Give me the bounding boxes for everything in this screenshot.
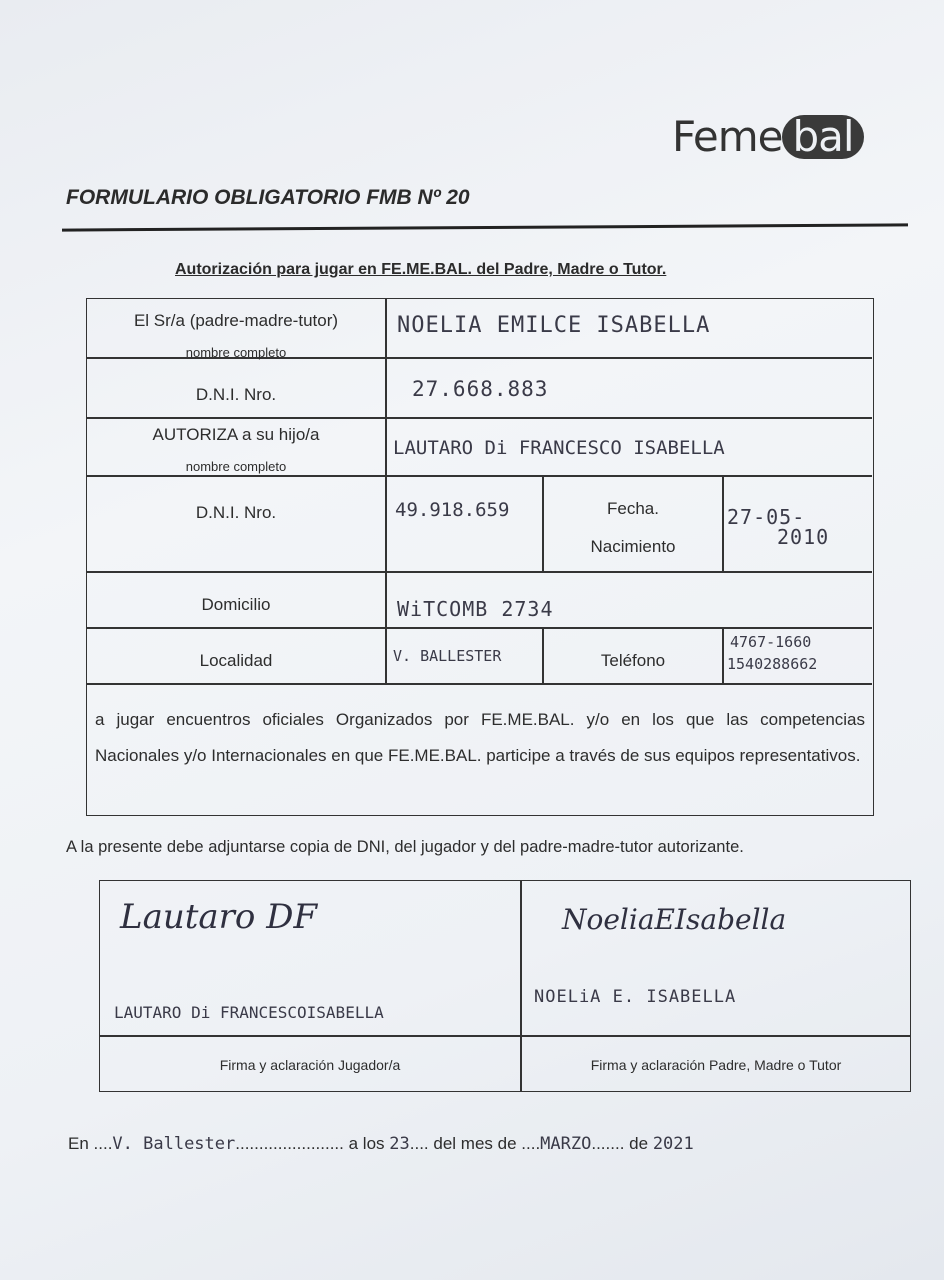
child-name-label: AUTORIZA a su hijo/a <box>152 425 320 444</box>
parent-name-sublabel: nombre completo <box>185 345 287 360</box>
title-divider <box>62 223 908 231</box>
form-subtitle: Autorización para jugar en FE.ME.BAL. del Padre, Madre o Tutor. <box>175 261 667 278</box>
date-place-line: En ....V. Ballester....................... a los 23.... del mes de ....MARZO....... de 2021 <box>68 1134 694 1154</box>
birth-date-value: 27-05- <box>727 505 806 529</box>
row-divider <box>87 627 872 629</box>
child-name-value: LAUTARO Di FRANCESCO ISABELLA <box>393 437 725 459</box>
parent-name-label: El Sr/a (padre-madre-tutor) <box>133 311 339 330</box>
birth-date-label: Fecha. <box>607 499 659 518</box>
row-divider <box>87 571 872 573</box>
address-value: WiTCOMB 2734 <box>397 597 554 621</box>
child-name-sublabel: nombre completo <box>185 459 287 474</box>
footer-place: V. Ballester <box>112 1134 236 1154</box>
column-divider <box>542 475 544 572</box>
footer-year: 2021 <box>652 1134 694 1154</box>
child-dni-label: D.N.I. Nro. <box>195 503 277 522</box>
authorization-paragraph: a jugar encuentros oficiales Organizados por FE.ME.BAL. y/o en los que las competencias Nacionales y/o Internacionales en que FE.ME.BAL. participe a través de sus equipos representativos. <box>95 710 865 765</box>
row-divider <box>87 475 872 477</box>
parent-signature-caption: Firma y aclaración Padre, Madre o Tutor <box>590 1057 842 1073</box>
signature-table <box>99 880 911 1092</box>
phone-value-2: 1540288662 <box>727 655 818 673</box>
row-divider <box>87 417 872 419</box>
address-label: Domicilio <box>201 595 271 614</box>
phone-label: Teléfono <box>600 651 666 670</box>
attachment-note: A la presente debe adjuntarse copia de DNI, del jugador y del padre-madre-tutor autorizante. <box>66 838 744 856</box>
city-label: Localidad <box>199 651 273 670</box>
column-divider <box>722 475 724 572</box>
form-title: FORMULARIO OBLIGATORIO FMB Nº 20 <box>66 186 470 209</box>
city-value: V. BALLESTER <box>393 647 502 665</box>
player-signature: Lautaro DF <box>120 897 318 937</box>
parent-printed-name: NOELiA E. ISABELLA <box>534 987 737 1007</box>
row-divider <box>100 1035 910 1037</box>
footer-day: 23 <box>389 1134 410 1154</box>
parent-name-value: NOELIA EMILCE ISABELLA <box>397 313 711 338</box>
player-printed-name: LAUTARO Di FRANCESCOISABELLA <box>114 1003 384 1022</box>
parent-signature: NoeliaEIsabella <box>562 903 787 936</box>
footer-en: En <box>68 1134 89 1153</box>
parent-dni-value: 27.668.883 <box>412 377 549 401</box>
birth-year-value: 2010 <box>777 525 830 549</box>
phone-value: 4767-1660 <box>730 633 812 651</box>
footer-del-mes-de: del mes de <box>433 1134 517 1153</box>
footer-a-los: a los <box>348 1134 385 1153</box>
footer-de: de <box>629 1134 649 1153</box>
footer-month: MARZO <box>540 1134 592 1154</box>
child-dni-value: 49.918.659 <box>395 499 510 521</box>
logo-text: Feme <box>672 112 783 161</box>
row-divider <box>87 683 872 685</box>
femebal-logo <box>672 112 864 161</box>
logo-badge: bal <box>782 115 863 159</box>
column-divider <box>385 299 387 684</box>
parent-dni-label: D.N.I. Nro. <box>195 385 277 404</box>
birth-date-label-2: Nacimiento <box>590 537 676 556</box>
player-signature-caption: Firma y aclaración Jugador/a <box>219 1057 401 1073</box>
